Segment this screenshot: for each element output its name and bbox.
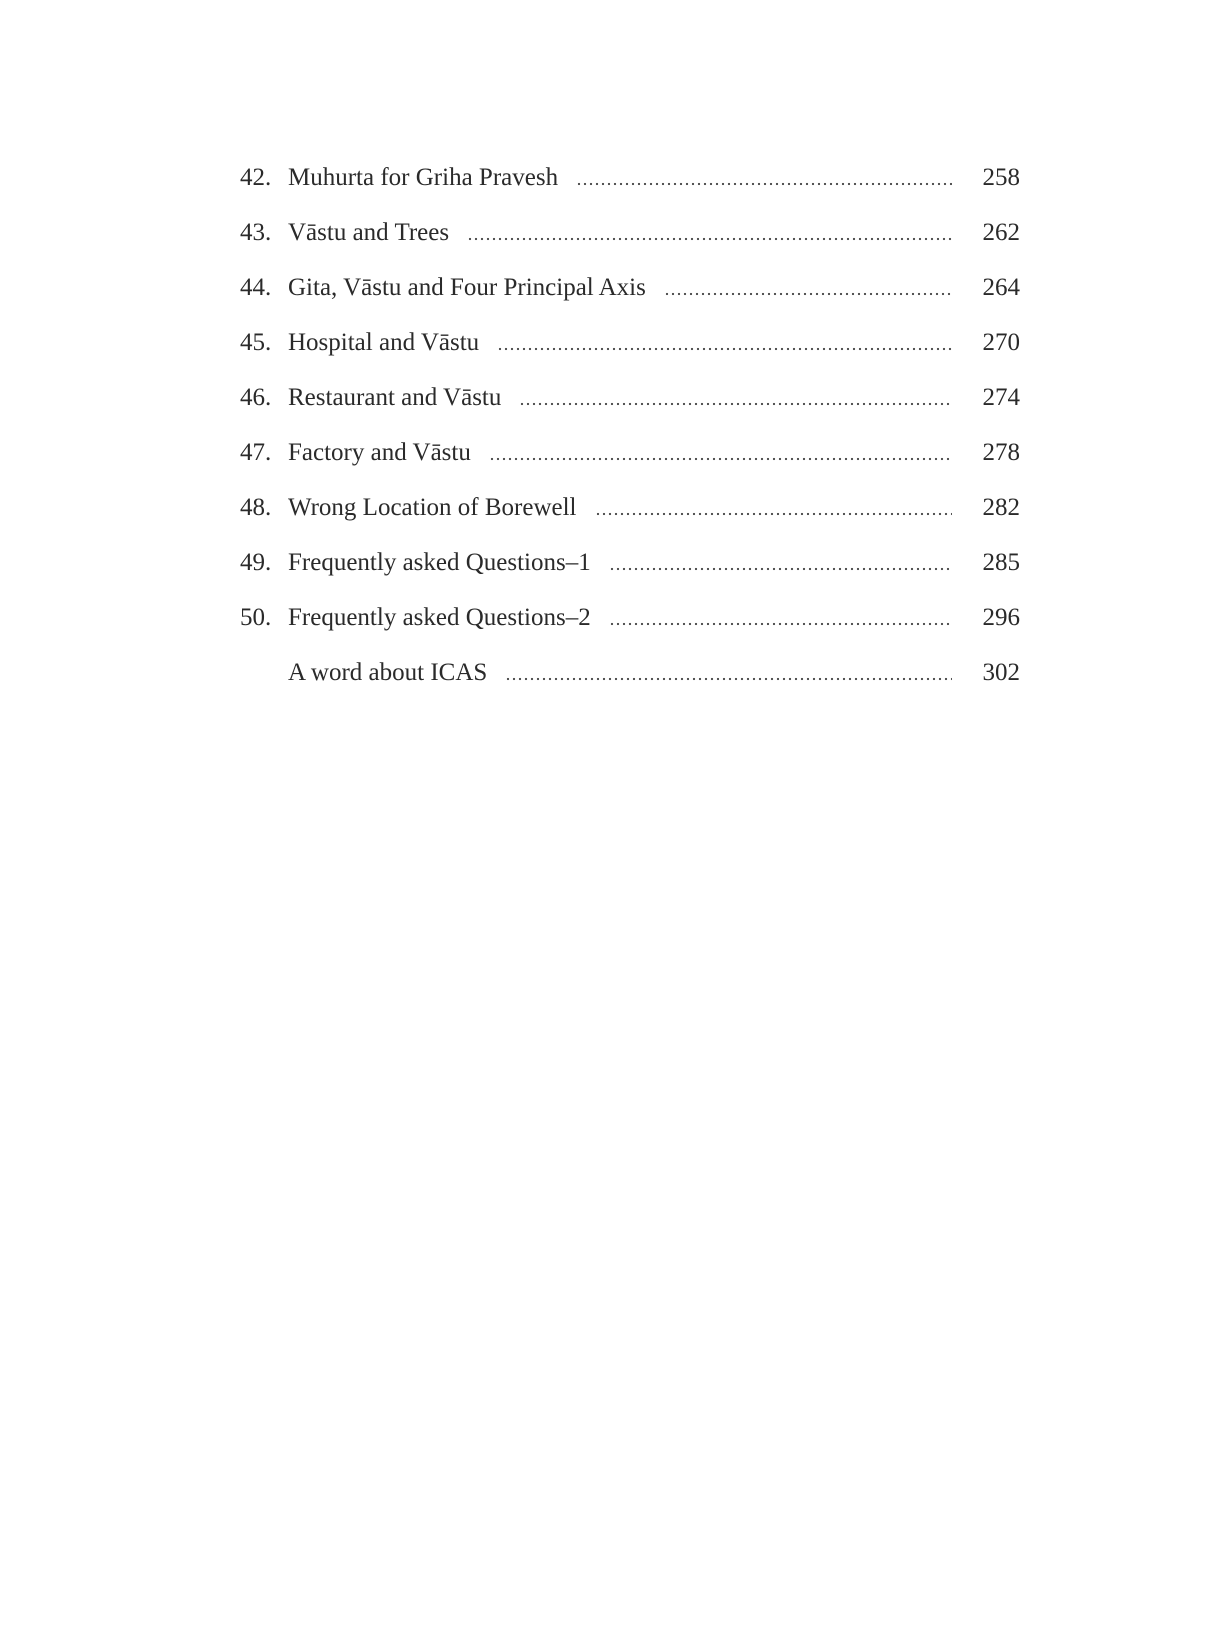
toc-entry[interactable] (240, 425, 1020, 480)
dot-leader (576, 179, 952, 189)
toc-entry[interactable] (240, 315, 1020, 370)
dot-leader (489, 454, 952, 464)
toc-entry[interactable] (240, 535, 1020, 590)
toc-entry-title: Gita, Vāstu and Four Principal Axis (288, 274, 646, 301)
toc-entry-title: Factory and Vāstu (288, 439, 471, 466)
toc-entry[interactable] (240, 205, 1020, 260)
toc-entry-title: Muhurta for Griha Pravesh (288, 164, 559, 191)
toc-entry-number: 42. (240, 164, 272, 191)
toc-entry-number: 49. (240, 549, 272, 576)
toc-entry-page: 274 (982, 384, 1020, 411)
toc-entry-number: 45. (240, 329, 272, 356)
toc-entry-page: 258 (982, 164, 1020, 191)
dot-leader (595, 509, 953, 519)
dot-leader (505, 674, 952, 684)
dot-leader (664, 289, 952, 299)
dot-leader (467, 234, 952, 244)
toc-entry-title: Vāstu and Trees (288, 219, 450, 246)
table-of-contents (240, 150, 1020, 700)
toc-entry[interactable] (240, 480, 1020, 535)
toc-entry-page: 278 (982, 439, 1020, 466)
toc-entry-title: Hospital and Vāstu (288, 329, 480, 356)
toc-entry-page: 296 (982, 604, 1020, 631)
dot-leader (609, 564, 952, 574)
toc-entry[interactable] (240, 370, 1020, 425)
toc-entry-page: 302 (982, 659, 1020, 686)
toc-entry-title: Wrong Location of Borewell (288, 494, 577, 521)
toc-entry-page: 262 (982, 219, 1020, 246)
toc-entry-number: 48. (240, 494, 272, 521)
toc-entry-page: 264 (982, 274, 1020, 301)
toc-entry[interactable] (240, 260, 1020, 315)
toc-entry-page: 285 (982, 549, 1020, 576)
toc-entry[interactable] (240, 150, 1020, 205)
dot-leader (497, 344, 952, 354)
toc-entry-number: 46. (240, 384, 272, 411)
toc-entry-title: A word about ICAS (288, 659, 488, 686)
dot-leader (519, 399, 952, 409)
toc-entry-page: 282 (982, 494, 1020, 521)
toc-entry-page: 270 (982, 329, 1020, 356)
toc-entry-title: Restaurant and Vāstu (288, 384, 502, 411)
toc-entry-number: 50. (240, 604, 272, 631)
dot-leader (609, 619, 952, 629)
toc-entry[interactable] (240, 590, 1020, 645)
toc-entry[interactable] (240, 645, 1020, 700)
toc-entry-number: 44. (240, 274, 272, 301)
toc-entry-title: Frequently asked Questions–1 (288, 549, 591, 576)
toc-entry-number: 47. (240, 439, 272, 466)
toc-entry-number: 43. (240, 219, 272, 246)
toc-entry-title: Frequently asked Questions–2 (288, 604, 591, 631)
